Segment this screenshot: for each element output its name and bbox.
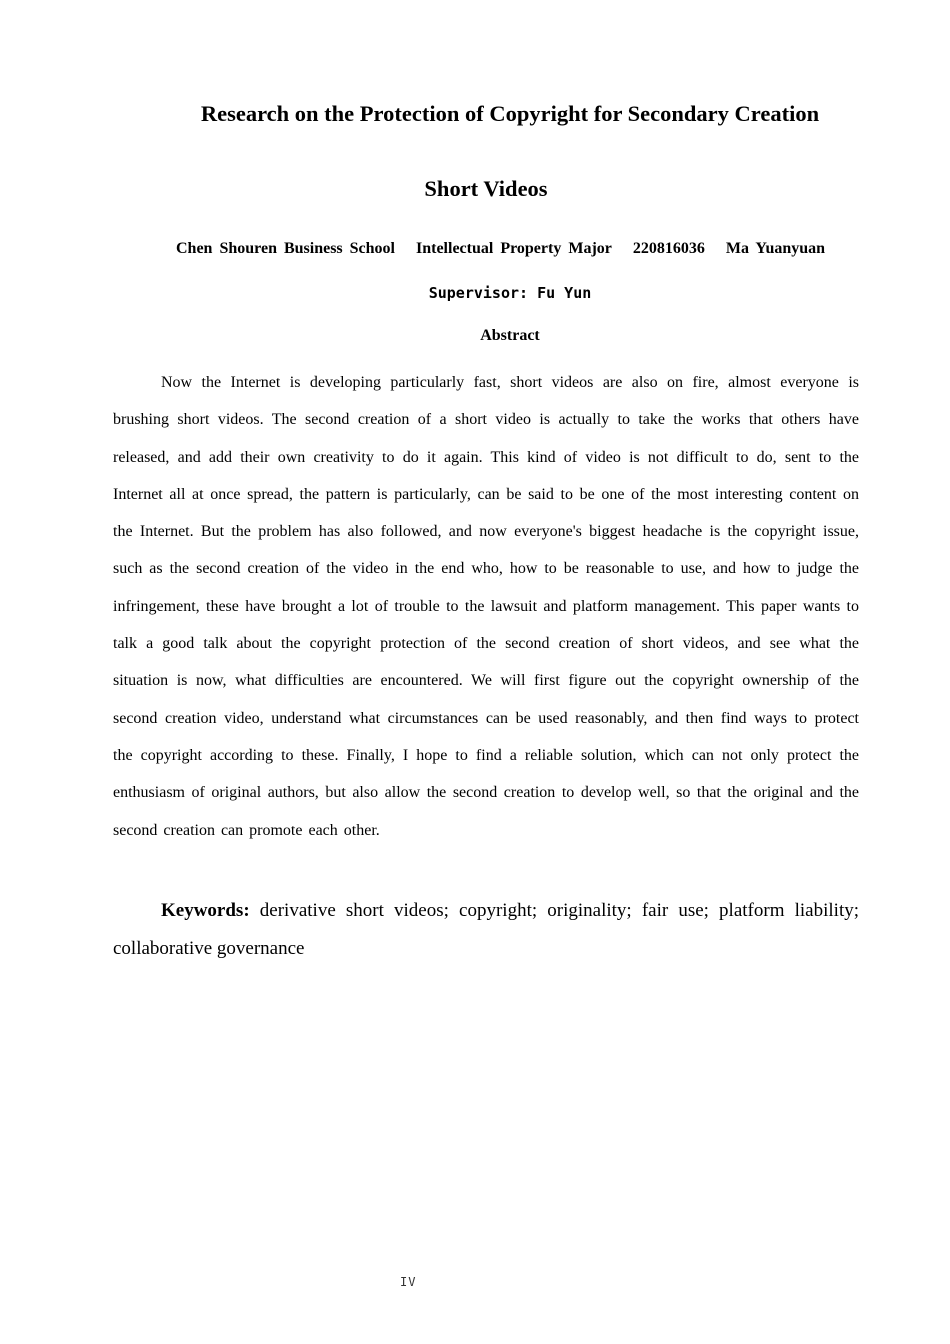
author-line bbox=[176, 240, 839, 258]
abstract-body: Now the Internet is developing particularly fast, short videos are also on fire, almost everyone is brushing short videos. The second creation of a short video is actually to take the works that others have released, and add their own creativity to do it again. This kind of video is not difficult to do, sent to the Internet all at once spread, the pattern is particularly, can be said to be one of the most interesting content on the Internet. But the problem has also followed, and now everyone's biggest headache is the copyright issue, such as the second creation of the video in the end who, how to be reasonable to use, and how to judge the infringement, these have brought a lot of trouble to the lawsuit and platform management. This paper wants to talk a good talk about the copyright protection of the second creation of short videos, and see what the situation is now, what difficulties are encountered. We will first figure out the copyright ownership of the second creation video, understand what circumstances can be used reasonably, and then find ways to protect the copyright according to these. Finally, I hope to find a reliable solution, which can not only protect the enthusiasm of original authors, but also allow the second creation to develop well, so that the original and the second creation can promote each other. bbox=[113, 374, 859, 839]
author-name: Ma Yuanyuan bbox=[725, 240, 826, 257]
author-major: Intellectual Property Major bbox=[416, 240, 612, 257]
page-number: IV bbox=[400, 1275, 417, 1289]
keywords-text: derivative short videos; copyright; originality; fair use; platform liability; collaborative governance bbox=[113, 900, 859, 959]
abstract-heading: Abstract bbox=[480, 327, 540, 344]
keywords-label: Keywords: bbox=[161, 900, 250, 921]
keywords-paragraph bbox=[113, 892, 859, 967]
paper-title-line-2: Short Videos bbox=[424, 176, 548, 201]
author-student-id: 220816036 bbox=[632, 240, 705, 257]
author-school: Chen Shouren Business School bbox=[176, 240, 395, 257]
supervisor-line: Supervisor: Fu Yun bbox=[428, 284, 592, 302]
paper-title-line-1: Research on the Protection of Copyright for Secondary Creation bbox=[200, 101, 820, 126]
